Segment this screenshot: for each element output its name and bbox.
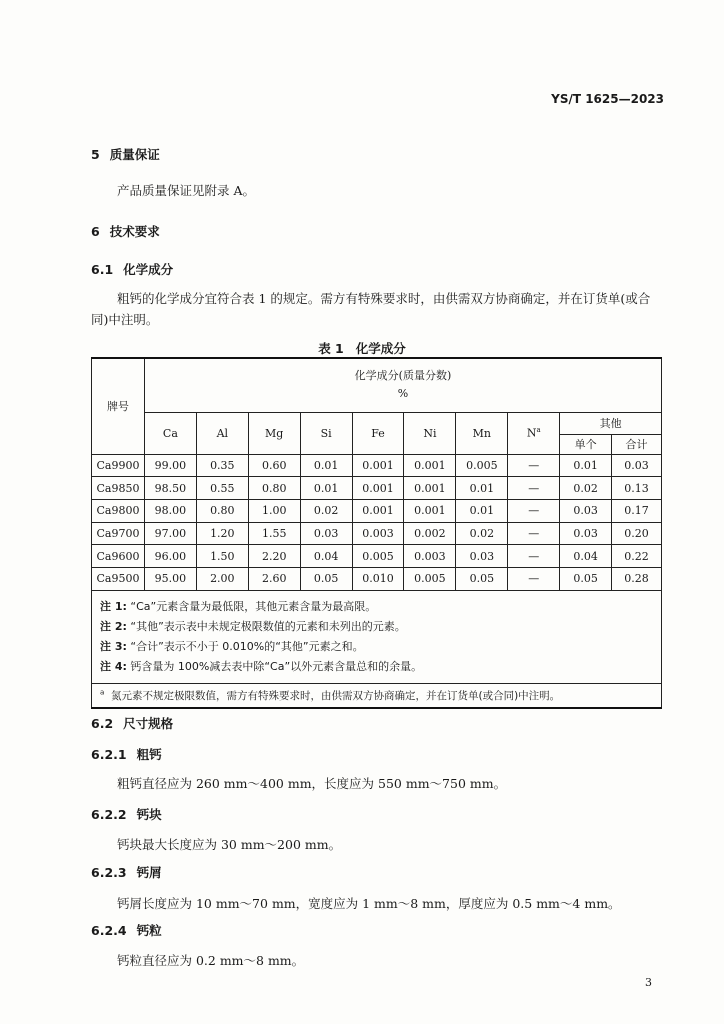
- value-cell: 0.01: [456, 477, 508, 500]
- section-6-2-heading: [91, 714, 173, 732]
- value-cell: 2.60: [248, 567, 300, 590]
- section-6-2-3-heading: [91, 863, 162, 881]
- value-cell: 0.01: [456, 499, 508, 522]
- section-6-2-4-heading: [91, 921, 162, 939]
- section-number: 5: [91, 147, 100, 162]
- value-cell: 0.60: [248, 454, 300, 477]
- section-title: 尺寸规格: [123, 716, 174, 731]
- value-cell: 0.003: [352, 522, 404, 545]
- n-label: N: [526, 426, 537, 440]
- value-cell: 96.00: [144, 545, 196, 568]
- value-cell: —: [508, 454, 560, 477]
- value-cell: —: [508, 545, 560, 568]
- section-title: 化学成分: [123, 262, 174, 277]
- section-number: 6.2: [91, 716, 114, 731]
- section-title: 粗钙: [136, 747, 162, 762]
- value-cell: 0.22: [612, 545, 662, 568]
- value-cell: 0.02: [456, 522, 508, 545]
- note-text: “合计”表示不小于 0.010%的“其他”元素之和。: [130, 639, 364, 653]
- table-footnote: [92, 683, 662, 708]
- table-caption-title: 化学成分: [355, 341, 406, 356]
- value-cell: 0.001: [404, 454, 456, 477]
- section-6-heading: [91, 222, 160, 240]
- value-cell: 0.80: [248, 477, 300, 500]
- note-text: “其他”表示表中未规定极限数值的元素和未列出的元素。: [130, 619, 406, 633]
- table-row: [92, 545, 662, 568]
- value-cell: 0.13: [612, 477, 662, 500]
- value-cell: 0.04: [560, 545, 612, 568]
- section-title: 钙粒: [136, 923, 162, 938]
- section-number: 6.2.3: [91, 865, 127, 880]
- value-cell: 0.01: [300, 477, 352, 500]
- section-number: 6.1: [91, 262, 114, 277]
- note-item: [100, 597, 653, 617]
- value-cell: 0.002: [404, 522, 456, 545]
- note-label: 注 2:: [100, 619, 127, 633]
- value-cell: 0.03: [560, 499, 612, 522]
- note-label: 注 4:: [100, 659, 127, 673]
- value-cell: 0.03: [560, 522, 612, 545]
- value-cell: 0.03: [300, 522, 352, 545]
- section-6-2-1-text: 粗钙直径应为 260 mm～400 mm，长度应为 550 mm～750 mm。: [117, 776, 507, 791]
- value-cell: 0.001: [352, 477, 404, 500]
- element-header-ni: Ni: [404, 412, 456, 454]
- section-title: 质量保证: [109, 147, 160, 162]
- value-cell: 95.00: [144, 567, 196, 590]
- value-cell: 0.03: [612, 454, 662, 477]
- section-6-2-3-text: 钙屑长度应为 10 mm～70 mm，宽度应为 1 mm～8 mm，厚度应为 0.5 mm～4 mm。: [117, 896, 621, 911]
- section-title: 钙屑: [136, 865, 162, 880]
- note-label: 注 1:: [100, 599, 127, 613]
- value-cell: 1.00: [248, 499, 300, 522]
- table-caption: [0, 339, 724, 357]
- chemical-composition-table: [91, 357, 662, 709]
- value-cell: 1.50: [196, 545, 248, 568]
- value-cell: 0.001: [404, 499, 456, 522]
- value-cell: 0.35: [196, 454, 248, 477]
- element-header-mn: Mn: [456, 412, 508, 454]
- section-title: 技术要求: [109, 224, 160, 239]
- element-header-fe: Fe: [352, 412, 404, 454]
- value-cell: 0.04: [300, 545, 352, 568]
- value-cell: 98.00: [144, 499, 196, 522]
- brand-cell: Ca9800: [92, 499, 145, 522]
- element-header-ca: Ca: [144, 412, 196, 454]
- value-cell: 0.80: [196, 499, 248, 522]
- section-5-heading: [91, 145, 160, 163]
- composition-header-line1: 化学成分(质量分数): [354, 369, 452, 383]
- note-item: [100, 657, 653, 677]
- value-cell: 0.001: [404, 477, 456, 500]
- value-cell: —: [508, 477, 560, 500]
- brand-cell: Ca9600: [92, 545, 145, 568]
- note-label: 注 3:: [100, 639, 127, 653]
- table-row: [92, 499, 662, 522]
- value-cell: 0.01: [300, 454, 352, 477]
- table-row: [92, 567, 662, 590]
- value-cell: 2.20: [248, 545, 300, 568]
- value-cell: 0.005: [456, 454, 508, 477]
- value-cell: —: [508, 522, 560, 545]
- element-header-n: [508, 412, 560, 454]
- other-total-header: 合计: [612, 434, 662, 454]
- section-title: 钙块: [136, 807, 162, 822]
- section-6-2-1-heading: [91, 745, 162, 763]
- value-cell: 1.20: [196, 522, 248, 545]
- brand-cell: Ca9850: [92, 477, 145, 500]
- note-item: [100, 617, 653, 637]
- value-cell: 0.05: [560, 567, 612, 590]
- value-cell: 0.02: [560, 477, 612, 500]
- value-cell: 0.02: [300, 499, 352, 522]
- value-cell: 0.010: [352, 567, 404, 590]
- note-item: [100, 637, 653, 657]
- value-cell: 0.28: [612, 567, 662, 590]
- value-cell: 99.00: [144, 454, 196, 477]
- value-cell: 0.55: [196, 477, 248, 500]
- value-cell: 0.01: [560, 454, 612, 477]
- value-cell: 0.001: [352, 499, 404, 522]
- value-cell: 0.17: [612, 499, 662, 522]
- value-cell: 0.20: [612, 522, 662, 545]
- composition-header-unit: %: [397, 387, 409, 401]
- table-notes: [92, 590, 662, 683]
- value-cell: 0.03: [456, 545, 508, 568]
- element-header-al: Al: [196, 412, 248, 454]
- value-cell: 0.005: [352, 545, 404, 568]
- other-single-header: 单个: [560, 434, 612, 454]
- table-row: [92, 522, 662, 545]
- value-cell: 1.55: [248, 522, 300, 545]
- composition-group-header: [144, 358, 661, 412]
- value-cell: 2.00: [196, 567, 248, 590]
- table-row: [92, 454, 662, 477]
- value-cell: 0.05: [456, 567, 508, 590]
- footnote-text: 氮元素不规定极限数值，需方有特殊要求时，由供需双方协商确定，并在订货单(或合同)中注明。: [110, 689, 561, 702]
- brand-header: 牌号: [92, 358, 145, 454]
- section-number: 6: [91, 224, 100, 239]
- section-number: 6.2.1: [91, 747, 127, 762]
- note-text: 钙含量为 100%减去表中除“Ca”以外元素含量总和的余量。: [130, 659, 423, 673]
- other-header: 其他: [560, 412, 662, 434]
- note-text: “Ca”元素含量为最低限，其他元素含量为最高限。: [130, 599, 377, 613]
- section-5-text: 产品质量保证见附录 A。: [117, 183, 256, 198]
- value-cell: 97.00: [144, 522, 196, 545]
- standard-code: YS/T 1625—2023: [551, 92, 664, 106]
- section-6-2-2-heading: [91, 805, 162, 823]
- value-cell: 0.005: [404, 567, 456, 590]
- table-row: [92, 477, 662, 500]
- section-number: 6.2.4: [91, 923, 127, 938]
- table-caption-number: 表 1: [318, 341, 344, 356]
- value-cell: 0.05: [300, 567, 352, 590]
- element-header-si: Si: [300, 412, 352, 454]
- section-6-1-text: 粗钙的化学成分宜符合表 1 的规定。需方有特殊要求时，由供需双方协商确定，并在订货单(或合同)中注明。: [91, 291, 651, 327]
- brand-cell: Ca9900: [92, 454, 145, 477]
- element-header-mg: Mg: [248, 412, 300, 454]
- value-cell: —: [508, 499, 560, 522]
- value-cell: 0.001: [352, 454, 404, 477]
- n-footnote-mark: a: [536, 426, 541, 435]
- section-6-2-2-text: 钙块最大长度应为 30 mm～200 mm。: [117, 837, 342, 852]
- section-number: 6.2.2: [91, 807, 127, 822]
- value-cell: —: [508, 567, 560, 590]
- section-6-2-4-text: 钙粒直径应为 0.2 mm～8 mm。: [117, 953, 305, 968]
- value-cell: 98.50: [144, 477, 196, 500]
- brand-cell: Ca9500: [92, 567, 145, 590]
- brand-cell: Ca9700: [92, 522, 145, 545]
- value-cell: 0.003: [404, 545, 456, 568]
- footnote-mark: a: [100, 688, 105, 697]
- section-6-1-heading: [91, 260, 173, 278]
- page-number: 3: [645, 976, 652, 989]
